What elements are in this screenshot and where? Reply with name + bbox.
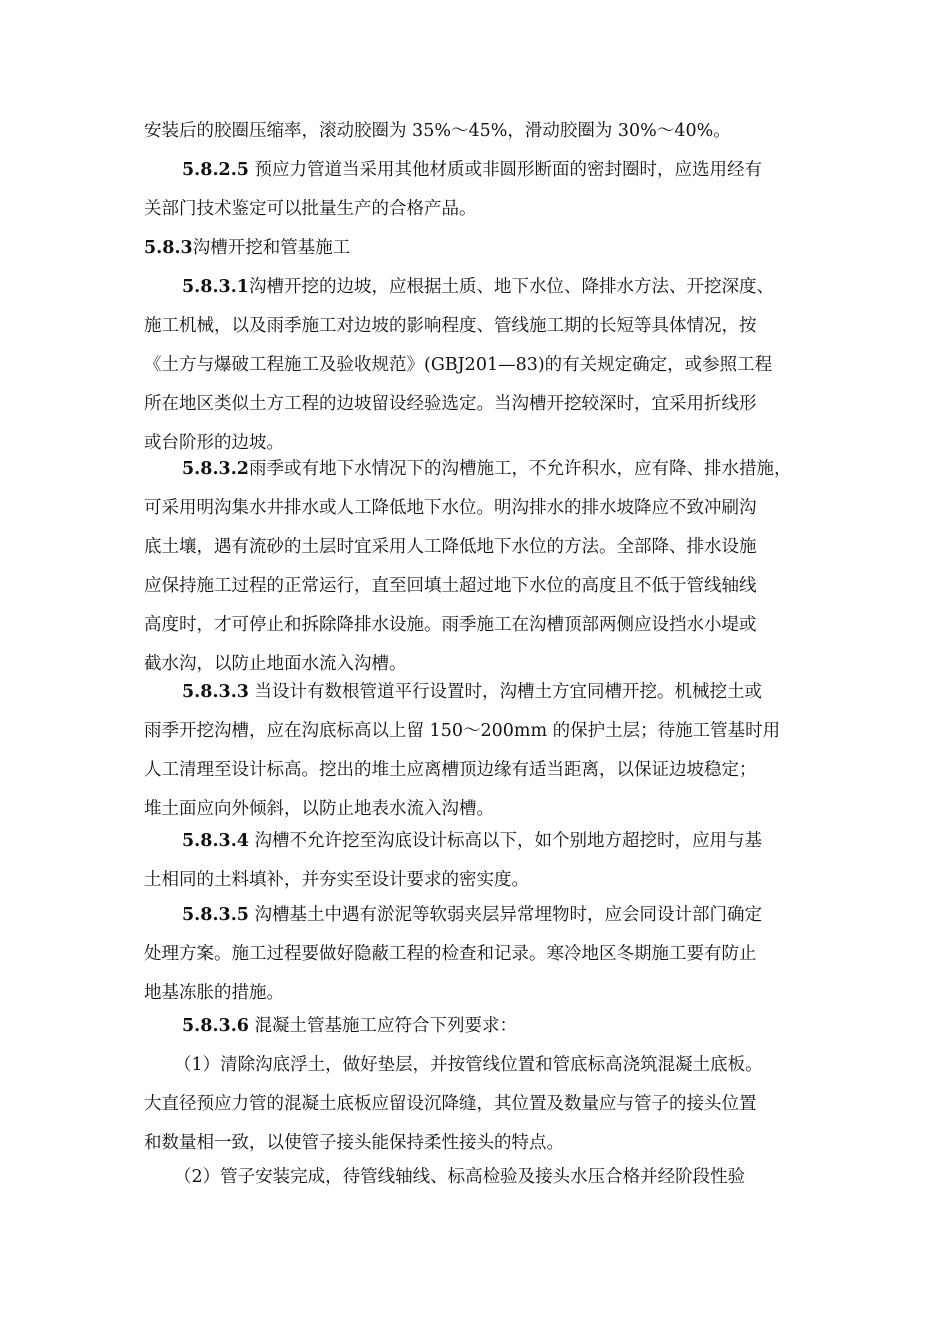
text-line: 人工清理至设计标高。挖出的堆土应离槽顶边缘有适当距离，以保证边坡稳定； bbox=[144, 760, 757, 780]
text-line: 大直径预应力管的混凝土底板应留设沉降缝，其位置及数量应与管子的接头位置 bbox=[144, 1094, 757, 1114]
text-line bbox=[144, 1007, 809, 1046]
clause-text: 沟槽基土中遇有淤泥等软弱夹层异常埋物时，应会同设计部门确定 bbox=[248, 905, 763, 925]
clause-number: 5.8.3.5 bbox=[182, 905, 249, 925]
clause-text: 当设计有数根管道平行设置时，沟槽土方宜同槽开挖。机械挖土或 bbox=[248, 682, 763, 702]
clause-5-8-3-6 bbox=[144, 1007, 809, 1046]
clause-5-8-3-4 bbox=[144, 822, 809, 900]
text-line: 施工机械，以及雨季施工对边坡的影响程度、管线施工期的长短等具体情况，按 bbox=[144, 316, 757, 336]
paragraph-continuation bbox=[144, 112, 809, 151]
text-line: 《土方与爆破工程施工及验收规范》(GBJ201—83)的有关规定确定，或参照工程 bbox=[144, 355, 773, 375]
clause-text: 雨季或有地下水情况下的沟槽施工，不允许积水，应有降、排水措施， bbox=[248, 459, 792, 479]
clause-text: 预应力管道当采用其他材质或非圆形断面的密封圈时，应选用经有 bbox=[248, 160, 763, 180]
text-line: 高度时，才可停止和拆除降排水设施。雨季施工在沟槽顶部两侧应设挡水小堤或 bbox=[144, 615, 757, 635]
clause-text: 沟槽开挖的边坡，应根据土质、地下水位、降排水方法、开挖深度、 bbox=[248, 277, 774, 297]
heading-line bbox=[144, 229, 809, 268]
section-number: 5.8.3 bbox=[144, 238, 193, 258]
clause-number: 5.8.2.5 bbox=[182, 160, 249, 180]
list-item-2 bbox=[144, 1158, 809, 1197]
text-line bbox=[144, 268, 809, 307]
text-line: 或台阶形的边坡。 bbox=[144, 433, 284, 453]
clause-number: 5.8.3.6 bbox=[182, 1016, 249, 1036]
text-line: 地基冻胀的措施。 bbox=[144, 983, 284, 1003]
text-line: 底土壤，遇有流砂的土层时宜采用人工降低地下水位的方法。全部降、排水设施 bbox=[144, 537, 757, 557]
text-line: （2）管子安装完成，待管线轴线、标高检验及接头水压合格并经阶段性验 bbox=[174, 1167, 746, 1187]
list-item-1 bbox=[144, 1046, 809, 1163]
clause-text: 混凝土管基施工应符合下列要求： bbox=[248, 1016, 518, 1036]
text-line: 关部门技术鉴定可以批量生产的合格产品。 bbox=[144, 199, 477, 219]
text-line: 雨季开挖沟槽，应在沟底标高以上留 150～200mm 的保护土层；待施工管基时用 bbox=[144, 721, 781, 741]
text-line: 土相同的土料填补，并夯实至设计要求的密实度。 bbox=[144, 870, 529, 890]
text-line: 应保持施工过程的正常运行，直至回填土超过地下水位的高度且不低于管线轴线 bbox=[144, 576, 757, 596]
section-title: 沟槽开挖和管基施工 bbox=[192, 238, 351, 258]
clause-number: 5.8.3.1 bbox=[182, 277, 249, 297]
text-line: 和数量相一致，以使管子接头能保持柔性接头的特点。 bbox=[144, 1133, 564, 1153]
text-line bbox=[144, 673, 809, 712]
text-line: 截水沟，以防止地面水流入沟槽。 bbox=[144, 654, 407, 674]
text-line bbox=[144, 450, 809, 489]
section-heading-5-8-3 bbox=[144, 229, 809, 268]
clause-5-8-3-2 bbox=[144, 450, 809, 684]
text-line bbox=[144, 896, 809, 935]
text-line: 安装后的胶圈压缩率，滚动胶圈为 35%～45%，滑动胶圈为 30%～40%。 bbox=[144, 121, 731, 141]
text-line: 可采用明沟集水井排水或人工降低地下水位。明沟排水的排水坡降应不致冲刷沟 bbox=[144, 498, 757, 518]
clause-text: 沟槽不允许挖至沟底设计标高以下，如个别地方超挖时，应用与基 bbox=[248, 831, 763, 851]
text-line bbox=[144, 822, 809, 861]
clause-number: 5.8.3.2 bbox=[182, 459, 249, 479]
text-line: 堆土面应向外倾斜，以防止地表水流入沟槽。 bbox=[144, 799, 494, 819]
clause-number: 5.8.3.4 bbox=[182, 831, 249, 851]
text-line bbox=[144, 151, 809, 190]
clause-5-8-3-3 bbox=[144, 673, 809, 829]
text-line: （1）清除沟底浮土，做好垫层，并按管线位置和管底标高浇筑混凝土底板。 bbox=[174, 1055, 763, 1075]
clause-5-8-3-5 bbox=[144, 896, 809, 1013]
text-line: 所在地区类似土方工程的边坡留设经验选定。当沟槽开挖较深时，宜采用折线形 bbox=[144, 394, 757, 414]
clause-5-8-2-5 bbox=[144, 151, 809, 229]
text-line: 处理方案。施工过程要做好隐蔽工程的检查和记录。寒冷地区冬期施工要有防止 bbox=[144, 944, 757, 964]
clause-number: 5.8.3.3 bbox=[182, 682, 249, 702]
clause-5-8-3-1 bbox=[144, 268, 809, 463]
